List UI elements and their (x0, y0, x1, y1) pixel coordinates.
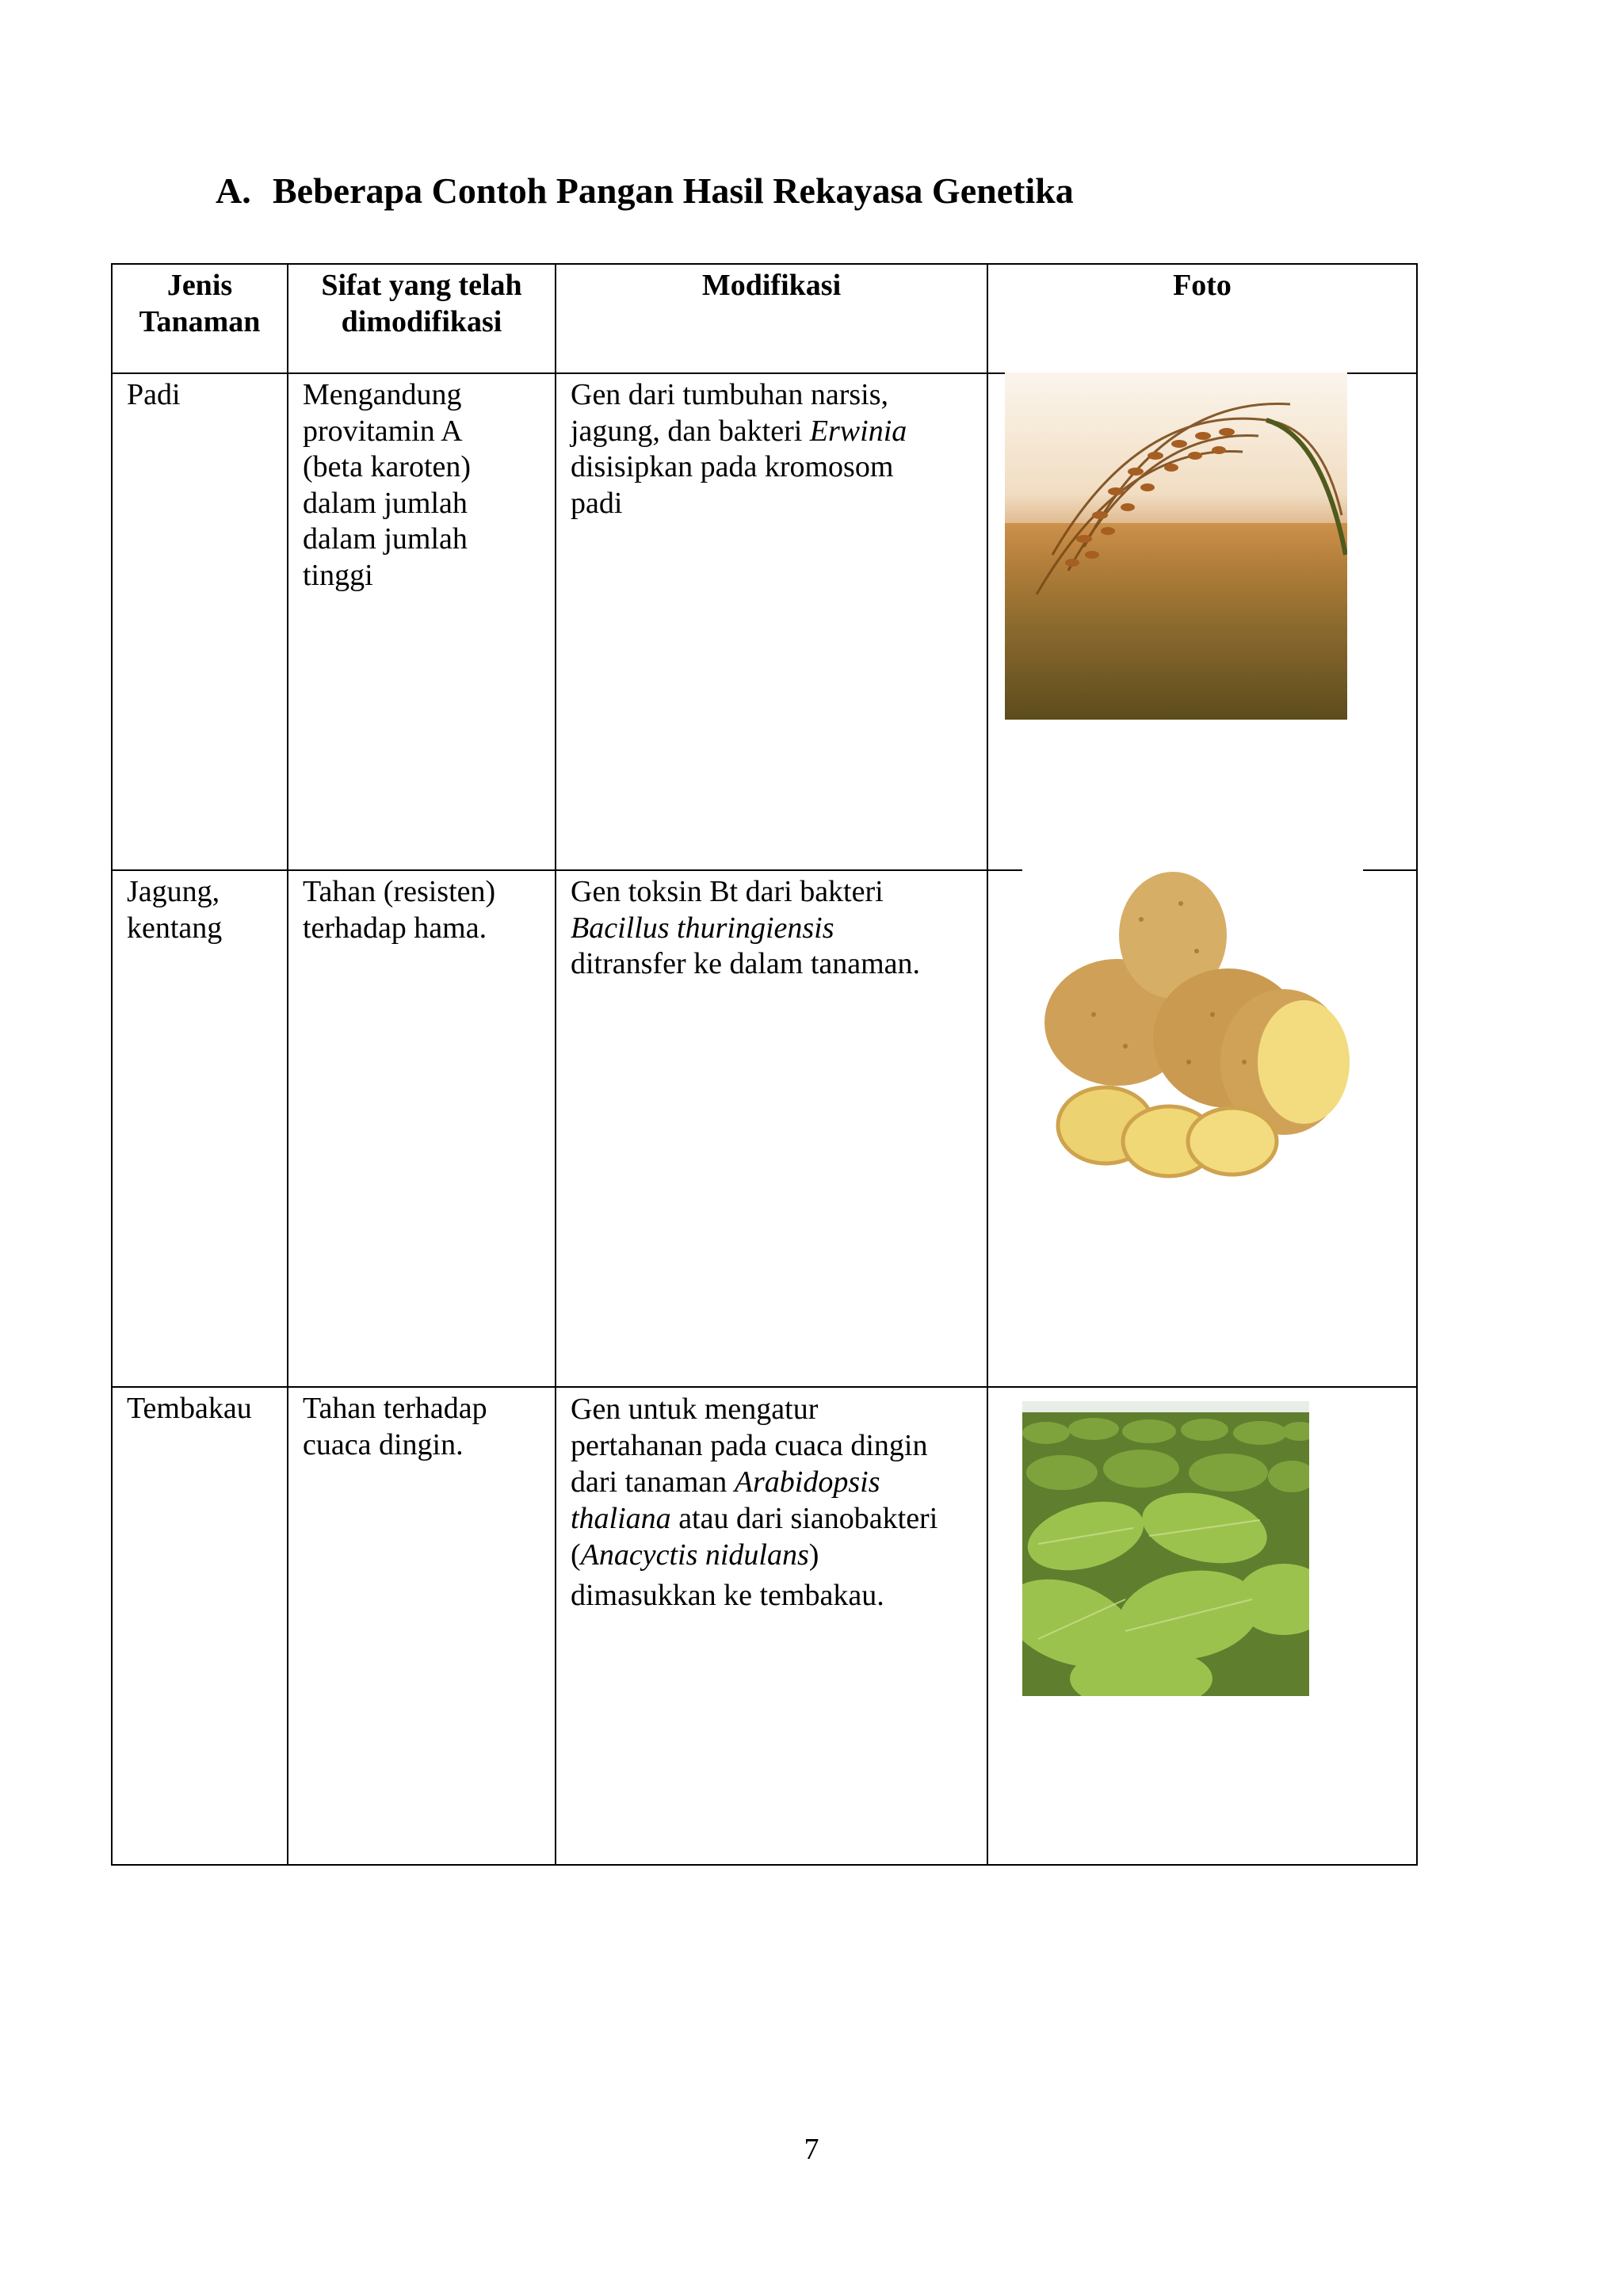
species-name: Bacillus thuringiensis (571, 911, 834, 945)
header-modified-trait: Sifat yang telah dimodifikasi (288, 264, 556, 373)
cell-plant (112, 870, 288, 1387)
plant-name: Tembakau (127, 1392, 252, 1425)
paren-close: ) (808, 1538, 819, 1572)
cell-trait (288, 870, 556, 1387)
section-title: Beberapa Contoh Pangan Hasil Rekayasa Genetika (273, 170, 1074, 211)
trait-line: dalam jumlah (303, 522, 468, 556)
trait-line: Tahan (resisten) (303, 875, 496, 908)
cell-modification (556, 870, 987, 1387)
trait-line: Tahan terhadap (303, 1392, 487, 1425)
potato-photo (1022, 864, 1363, 1181)
table-header-row (112, 264, 1417, 373)
section-heading (216, 170, 1074, 211)
trait-line: cuaca dingin. (303, 1427, 464, 1461)
modification-line: pertahanan pada cuaca dingin (571, 1429, 928, 1462)
cell-modification (556, 1387, 987, 1865)
species-name: Arabidopsis (734, 1465, 880, 1499)
modification-line (571, 1464, 972, 1500)
modification-line: padi (571, 486, 623, 520)
cell-trait (288, 373, 556, 870)
modification-line: Gen toksin Bt dari bakteri (571, 875, 884, 908)
modification-line: Gen dari tumbuhan narsis, (571, 378, 889, 411)
modification-line: ditransfer ke dalam tanaman. (571, 947, 921, 981)
rice-plant-icon (1005, 372, 1347, 720)
trait-line: (beta karoten) (303, 450, 472, 484)
page-number: 7 (804, 2133, 819, 2166)
species-name: Anacyctis nidulans (580, 1538, 809, 1572)
cell-plant (112, 373, 288, 870)
plant-name: kentang (127, 911, 223, 945)
trait-line: terhadap hama. (303, 911, 487, 945)
paren-open: ( (571, 1538, 581, 1572)
modification-line: dimasukkan ke tembakau. (571, 1579, 884, 1612)
section-number: A. (216, 170, 251, 211)
rice-plant-photo (1005, 372, 1347, 720)
cell-modification (556, 373, 987, 870)
header-plant-type: Jenis Tanaman (112, 264, 288, 373)
cell-trait (288, 1387, 556, 1865)
header-photo: Foto (987, 264, 1417, 373)
species-name: Erwinia (809, 414, 907, 448)
potato-icon (1022, 864, 1363, 1181)
modification-line (571, 1500, 972, 1537)
modification-text: jagung, dan bakteri (571, 414, 810, 448)
plant-name: Jagung, (127, 875, 220, 908)
modification-line: Gen untuk mengatur (571, 1392, 819, 1426)
plant-name: Padi (127, 378, 181, 411)
modification-line (571, 1537, 972, 1573)
trait-line: dalam jumlah (303, 486, 468, 520)
trait-line: provitamin A (303, 414, 463, 448)
header-modification: Modifikasi (556, 264, 987, 373)
tobacco-icon (1022, 1401, 1309, 1696)
modification-text: atau dari sianobakteri (670, 1502, 938, 1535)
trait-line: tinggi (303, 558, 373, 592)
modification-text: dari tanaman (571, 1465, 735, 1499)
modification-line (571, 414, 972, 450)
species-name: thaliana (571, 1502, 671, 1535)
modification-line: disisipkan pada kromosom (571, 450, 894, 484)
modification-line (571, 911, 972, 947)
tobacco-field-photo (1022, 1401, 1309, 1696)
cell-plant (112, 1387, 288, 1865)
trait-line: Mengandung (303, 378, 462, 411)
